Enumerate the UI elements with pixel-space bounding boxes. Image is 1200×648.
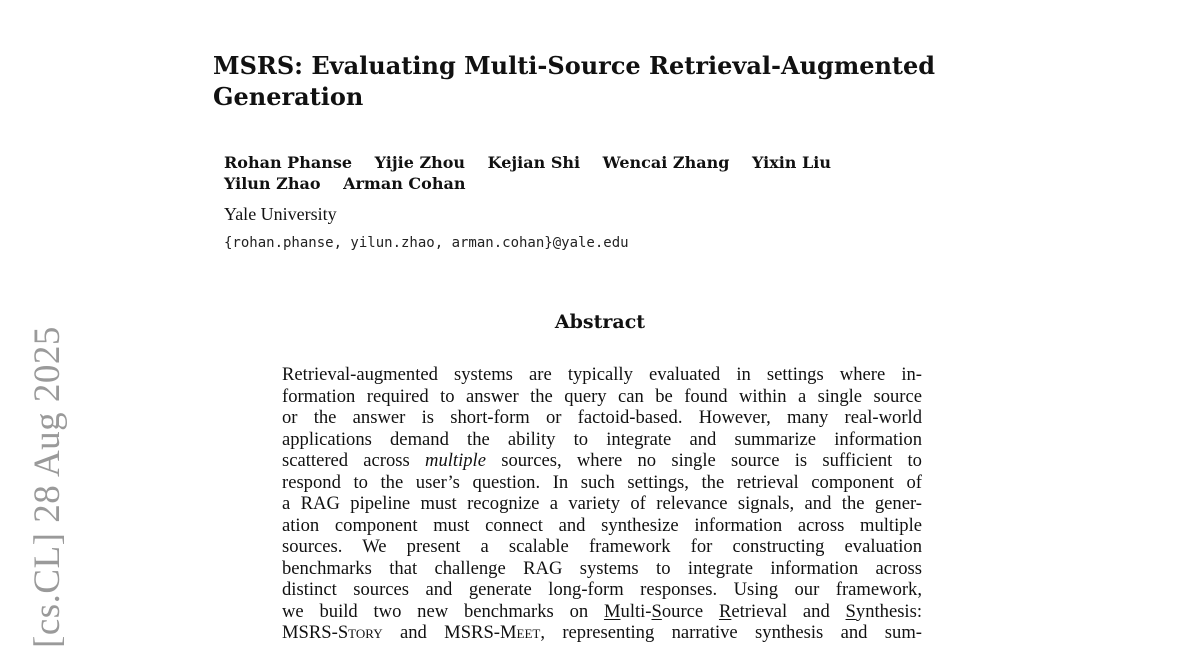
abstract-line: Retrieval-augmented systems are typically evaluated in settings where in- bbox=[282, 364, 922, 385]
abstract-text: we build two new benchmarks on bbox=[282, 600, 604, 622]
author-name: Arman Cohan bbox=[343, 174, 466, 193]
author-name: Yijie Zhou bbox=[374, 153, 466, 172]
paper-title: MSRS: Evaluating Multi-Source Retrieval-Augmented Generation bbox=[213, 51, 936, 111]
abstract-line: benchmarks that challenge RAG systems to integrate information across bbox=[282, 557, 922, 579]
abstract-text: etrieval and bbox=[731, 600, 846, 622]
arxiv-stamp: [cs.CL] 28 Aug 2025 bbox=[27, 326, 68, 648]
abstract-line bbox=[282, 622, 922, 644]
abstract-text: ource bbox=[661, 600, 719, 622]
author-list bbox=[224, 152, 924, 194]
abstract-text: ulti- bbox=[620, 600, 652, 622]
abstract-text: ynthesis: bbox=[855, 600, 923, 622]
abstract-emphasis: multiple bbox=[425, 450, 486, 471]
author-name: Yilun Zhao bbox=[224, 174, 321, 193]
author-emails: {rohan.phanse, yilun.zhao, arman.cohan}@yale.edu bbox=[224, 235, 629, 251]
abstract-line: sources. We present a scalable framework for constructing evaluation bbox=[282, 536, 922, 557]
abstract-text: sources, where no single source is sufficient to bbox=[485, 450, 922, 471]
abstract-line bbox=[282, 450, 922, 472]
acronym-letter: R bbox=[718, 600, 732, 622]
abstract-line: a RAG pipeline must recognize a variety of relevance signals, and the gener- bbox=[282, 493, 922, 514]
abstract-line: applications demand the ability to integrate and summarize information bbox=[282, 428, 922, 450]
author-name: Rohan Phanse bbox=[224, 153, 353, 172]
benchmark-name-meet: Meet bbox=[499, 622, 541, 643]
affiliation: Yale University bbox=[224, 204, 337, 224]
acronym-letter: S bbox=[845, 600, 856, 622]
benchmark-name-story: Story bbox=[337, 622, 383, 643]
author-name: Yixin Liu bbox=[751, 153, 831, 172]
author-name: Wencai Zhang bbox=[602, 153, 730, 172]
author-name: Kejian Shi bbox=[487, 153, 581, 172]
abstract-text: scattered across bbox=[282, 450, 426, 471]
abstract-line bbox=[282, 601, 922, 623]
abstract-body bbox=[282, 364, 922, 644]
abstract-text: , representing narrative synthesis and sum- bbox=[540, 622, 922, 643]
abstract-line: respond to the user’s question. In such settings, the retrieval component of bbox=[282, 471, 922, 493]
author-line-2 bbox=[224, 173, 924, 194]
abstract-heading: Abstract bbox=[554, 311, 646, 333]
abstract-text: and MSRS- bbox=[382, 622, 500, 643]
abstract-line: or the answer is short-form or factoid-based. However, many real-world bbox=[282, 407, 922, 428]
abstract-line: distinct sources and generate long-form responses. Using our framework, bbox=[282, 579, 922, 600]
acronym-letter: M bbox=[603, 600, 621, 622]
abstract-line: ation component must connect and synthesize information across multiple bbox=[282, 514, 922, 536]
author-line-1 bbox=[224, 152, 924, 173]
abstract-line: formation required to answer the query can be found within a single source bbox=[282, 385, 922, 407]
abstract-text: MSRS- bbox=[282, 622, 338, 643]
acronym-letter: S bbox=[651, 600, 662, 622]
